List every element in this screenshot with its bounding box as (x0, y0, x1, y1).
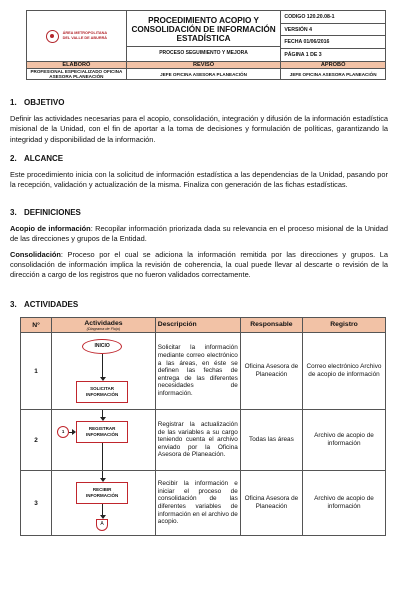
row-record: Archivo de acopio de información (303, 410, 386, 471)
reviso-header: REVISÓ (126, 62, 281, 69)
flow-step-recibir: RECIBIR INFORMACIÓN (76, 482, 128, 504)
row-number: 1 (21, 333, 52, 410)
row-responsible: Oficina Asesora de Planeación (240, 471, 302, 536)
connector-1: 1 (57, 426, 69, 438)
section-number: 3. (10, 300, 17, 309)
document-title: PROCEDIMIENTO ACOPIO Y CONSOLIDACIÓN DE INFORMACIÓN ESTADÍSTICA (131, 15, 276, 43)
section-heading: OBJETIVO (24, 98, 65, 107)
flow-start-inicio: INICIO (82, 339, 122, 354)
logo-text-line1: ÁREA METROPOLITANA (62, 31, 108, 35)
table-row (21, 410, 386, 471)
flow-row-1 (52, 333, 155, 409)
section-alcance (10, 154, 388, 191)
header-activities-label: Actividades (84, 319, 123, 327)
row-responsible: Oficina Asesora de Planeación (240, 333, 302, 410)
seal-icon (46, 30, 59, 43)
date-label: FECHA 01/06/2016 (281, 36, 385, 49)
elaboro-value: PROFESIONAL ESPECIALIZADO OFICINA ASESORA PLANEACIÓN (27, 69, 127, 80)
section-heading: ACTIVIDADES (24, 300, 79, 309)
aprobo-value: JEFE OFICINA ASESORA PLANEACIÓN (281, 69, 386, 80)
elaboro-header: ELABORÓ (27, 62, 127, 69)
flow-row-3 (52, 471, 155, 535)
definition-acopio (10, 224, 388, 244)
term-consolidacion: Consolidación (10, 249, 61, 259)
definition-acopio-text: : Recopilar información priorizada dada su relevancia en el proceso misional de la Unidad de las direcciones y grupos de la Entidad. (10, 224, 388, 244)
flow-cell (52, 410, 156, 471)
flow-step-registrar: REGISTRAR INFORMACIÓN (76, 421, 128, 443)
section-definiciones (10, 208, 388, 280)
section-title (10, 300, 388, 310)
term-acopio: Acopio de información (10, 224, 91, 234)
row-number: 2 (21, 410, 52, 471)
section-number: 2. (10, 154, 17, 163)
section-text: Este procedimiento inicia con la solicitud de información estadística a las dependencias de la Unidad, pasando por la recepción, validación y actualización de la misma. Finaliza con generación de las fichas estadísticas. (10, 170, 388, 190)
row-record: Archivo de acopio de información (303, 471, 386, 536)
definition-consolidacion-text: : Proceso por el cual se adiciona la información remitida por las direcciones y grupos. La consolidación de información implica la revisión de coherencia, la cual puede llevar al descarte o revisión de la dirección a cargo de los registros que no fueron validados correctamente. (10, 249, 388, 280)
logo-cell (27, 11, 127, 62)
flow-line (102, 354, 103, 378)
logo (27, 30, 126, 43)
header-number: N° (21, 318, 52, 333)
row-number: 3 (21, 471, 52, 536)
title-cell (126, 11, 281, 62)
connector-a: A (96, 519, 108, 531)
header-activities-sub: (Diagrama de Flujo) (86, 326, 121, 331)
flow-step-solicitar: SOLICITAR INFORMACIÓN (76, 381, 128, 403)
flow-row-2 (52, 410, 155, 470)
row-record: Correo electrónico Archivo de acopio de información (303, 333, 386, 410)
section-objetivo (10, 98, 388, 145)
row-description: Registrar la actualización de las variables a su cargo teniendo cuenta el archivo enviado por la Oficina Asesora de Planeación. (155, 410, 240, 471)
row-responsible: Todas las áreas (240, 410, 302, 471)
logo-text (63, 31, 108, 41)
table-row (21, 333, 386, 410)
section-number: 1. (10, 98, 17, 107)
code-label: CODIGO 120.20.08-1 (281, 11, 385, 24)
section-text: Definir las actividades necesarias para el acopio, consolidación, integración y difusión de la información estadística misional de la Unidad, con el fin de aportar a la toma de decisiones y formulación de políticas, garantizando la integridad y disponibilidad de la información. (10, 114, 388, 144)
page-label: PÁGINA 1 DE 3 (284, 51, 322, 58)
definition-consolidacion (10, 250, 388, 281)
section-title (10, 98, 388, 108)
document-header (26, 10, 386, 80)
table-row (21, 471, 386, 536)
section-title (10, 154, 388, 164)
flow-line (102, 443, 103, 470)
row-description: Recibir la información e iniciar el proceso de consolidación de las diferentes variables de información en el archivo de acopio. (155, 471, 240, 536)
row-description: Solicitar la información mediante correo electrónico a las áreas, en éste se definen las fechas de entrega de las diferentes necesidades de información. (155, 333, 240, 410)
header-activities (52, 318, 156, 333)
table-header-row (21, 318, 386, 333)
header-description: Descripción (155, 318, 240, 333)
section-number: 3. (10, 208, 17, 217)
section-heading: DEFINICIONES (24, 208, 81, 217)
aprobo-header: APROBÓ (281, 62, 386, 69)
section-actividades (10, 300, 388, 310)
logo-text-line2: DEL VALLE DE ABURRÁ (62, 36, 108, 40)
section-heading: ALCANCE (24, 154, 64, 163)
meta-cell (281, 11, 386, 62)
header-record: Registro (303, 318, 386, 333)
section-title (10, 208, 388, 218)
version-label: VERSIÓN 4 (281, 24, 385, 37)
activities-table (20, 317, 386, 536)
reviso-value: JEFE OFICINA ASESORA PLANEACIÓN (126, 69, 281, 80)
flow-cell (52, 333, 156, 410)
process-name: PROCESO SEGUIMIENTO Y MEJORA (127, 46, 281, 58)
flow-cell (52, 471, 156, 536)
header-responsible: Responsable (240, 318, 302, 333)
